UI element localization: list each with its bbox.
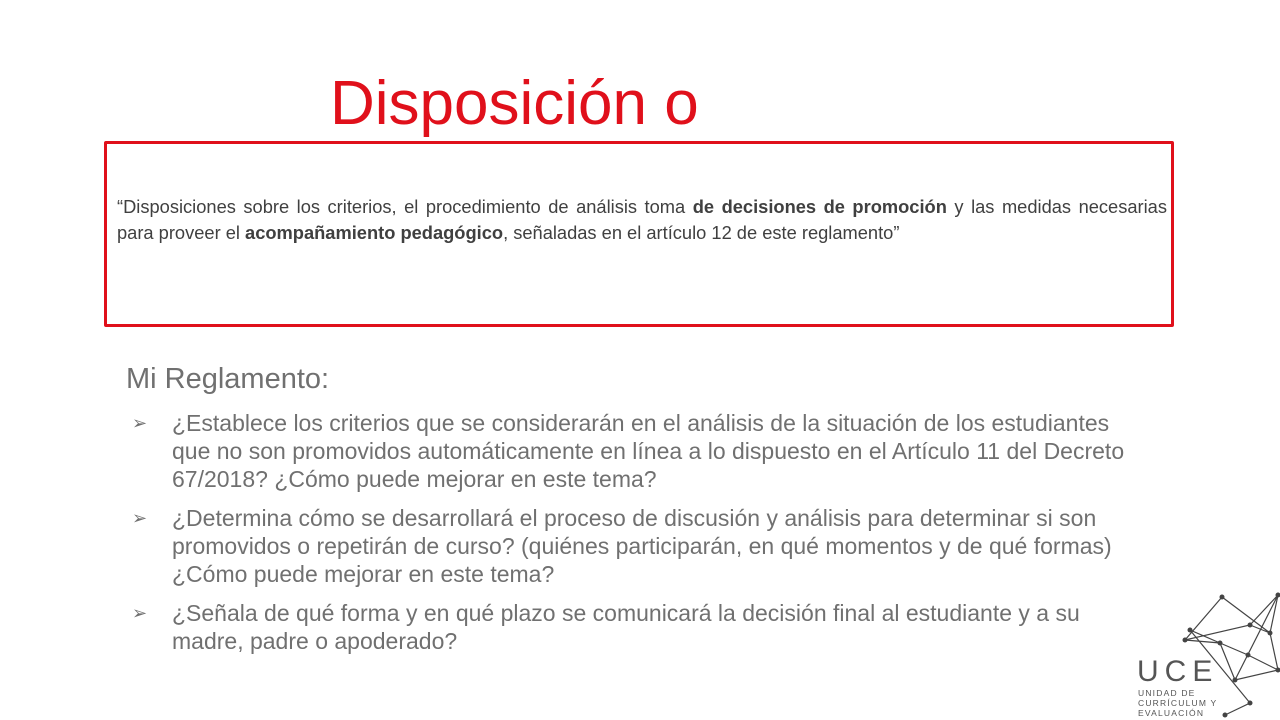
list-item bbox=[132, 504, 1152, 588]
arrow-bullet-icon: ➢ bbox=[132, 413, 148, 433]
quote-part: , señaladas en el artículo 12 de este reglamento” bbox=[503, 222, 900, 243]
arrow-bullet-icon: ➢ bbox=[132, 603, 148, 623]
list-item-text: ¿Establece los criterios que se considerarán en el análisis de la situación de los estudiantes que no son promovidos automáticamente en línea a lo dispuesto en el Artículo 11 del Decreto 67/2018? ¿Cómo puede mejorar en este tema? bbox=[172, 410, 1125, 492]
quote-bold-part: de decisiones de promoción bbox=[692, 196, 947, 217]
list-item-text: ¿Determina cómo se desarrollará el proceso de discusión y análisis para determinar si son promovidos o repetirán de curso? (quiénes participarán, en qué momentos y de qué formas) ¿Cómo puede mejorar en este tema? bbox=[172, 505, 1112, 587]
list-item-text: ¿Señala de qué forma y en qué plazo se comunicará la decisión final al estudiante y a su madre, padre o apoderado? bbox=[172, 600, 1080, 654]
logo-letters: UCE bbox=[1137, 655, 1219, 688]
logo-subtitle: UNIDAD DE CURRÍCULUM Y EVALUACIÓN bbox=[1138, 688, 1218, 718]
slide-title: Disposición o bbox=[330, 69, 699, 138]
list-item bbox=[132, 409, 1152, 493]
quote-part: “Disposiciones sobre los criterios, el procedimiento de análisis toma bbox=[117, 196, 693, 217]
section-title: Mi Reglamento: bbox=[126, 363, 330, 395]
quote-box bbox=[104, 141, 1174, 327]
quote-bold-part: acompañamiento pedagógico bbox=[245, 222, 504, 243]
arrow-bullet-icon: ➢ bbox=[132, 508, 148, 528]
quote-part: y las medidas necesarias para proveer el bbox=[117, 196, 1167, 243]
bullet-list bbox=[132, 409, 1152, 666]
quote-text bbox=[117, 194, 1167, 246]
list-item bbox=[132, 599, 1152, 655]
